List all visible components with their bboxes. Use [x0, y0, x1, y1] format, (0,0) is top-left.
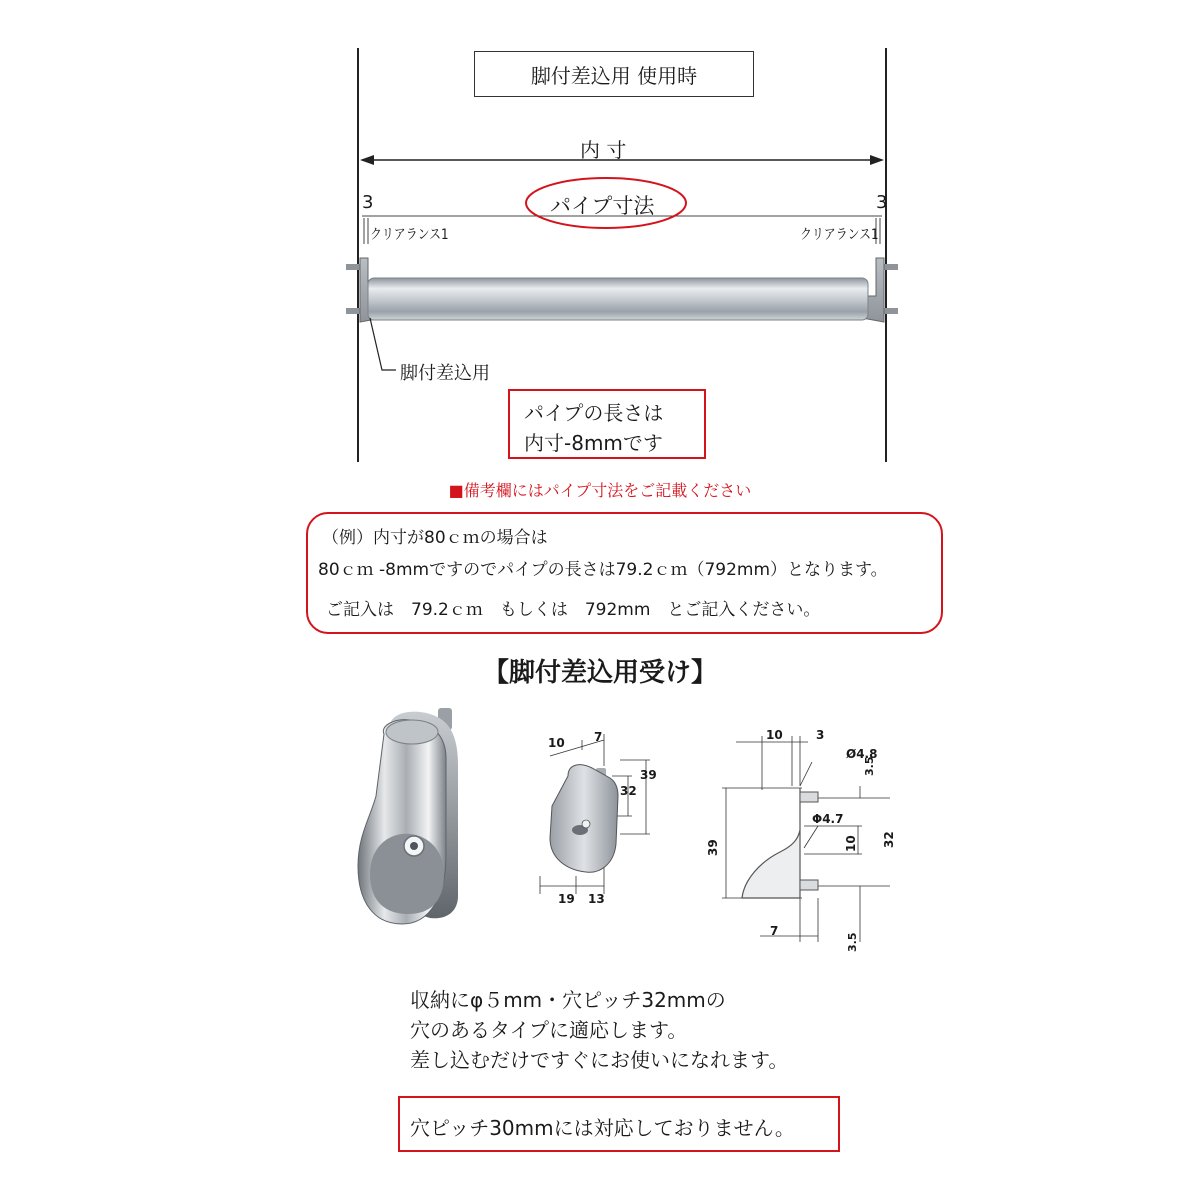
mid-dim-32: 32 — [620, 784, 637, 798]
mid-dim-10: 10 — [548, 736, 565, 750]
right-pin-top — [884, 264, 898, 270]
side-dim-35-bottom: 3.5 — [846, 932, 859, 952]
pipe-length-box — [508, 389, 706, 459]
pipe-length-line1: パイプの長さは — [524, 401, 664, 425]
right-offset-label: 3 — [876, 192, 888, 213]
bracket-label: 脚付差込用 — [400, 363, 490, 384]
left-pin-bottom — [346, 308, 360, 314]
side-dim-3: 3 — [816, 728, 825, 742]
side-dim-phi48: Ø4.8 — [846, 747, 878, 761]
inner-dim-arrow-right — [870, 155, 884, 165]
bracket-leader-line — [370, 318, 396, 370]
pipe-dim-label: パイプ寸法 — [550, 194, 655, 218]
side-dim-39: 39 — [706, 839, 720, 856]
right-pin-bottom — [884, 308, 898, 314]
description-line-2: 穴のあるタイプに適応します。 — [410, 1018, 688, 1042]
notice-box — [398, 1096, 840, 1152]
inner-dim-arrow-left — [360, 155, 374, 165]
example-line-3: ご記入は 79.2ｃｍ もしくは 792mm とご記入ください。 — [326, 600, 821, 620]
side-dim-10-v: 10 — [844, 835, 858, 852]
section-title: 【脚付差込用受け】 — [482, 658, 717, 688]
left-offset-label: 3 — [362, 192, 374, 213]
side-dim-10: 10 — [766, 728, 783, 742]
inner-dim-label: 内 寸 — [580, 138, 627, 162]
bracket-photo — [350, 706, 470, 936]
description-line-1: 収納にφ５mm・穴ピッチ32mmの — [410, 988, 726, 1012]
description-line-3: 差し込むだけですぐにお使いになれます。 — [410, 1048, 789, 1072]
example-box — [306, 512, 943, 634]
pipe-length-line2: 内寸-8mmです — [524, 431, 663, 455]
bracket-side-drawing — [700, 730, 890, 950]
mid-dim-7: 7 — [594, 730, 603, 744]
side-dim-phi47: Φ4.7 — [812, 812, 844, 826]
example-line-1: （例）内寸が80ｃｍの場合は — [322, 528, 548, 548]
mid-dim-13: 13 — [588, 892, 605, 906]
mid-dim-19: 19 — [558, 892, 575, 906]
usage-title: 脚付差込用 使用時 — [530, 63, 698, 88]
left-pin-top — [346, 264, 360, 270]
notice-text: 穴ピッチ30mmには対応しておりません。 — [410, 1116, 795, 1140]
mid-dim-39: 39 — [640, 768, 657, 782]
side-dim-7: 7 — [770, 924, 779, 938]
side-dim-32: 32 — [882, 831, 896, 848]
right-clearance-label: クリアランス1 — [800, 227, 879, 243]
side-dim-35-top: 3.5 — [863, 756, 876, 776]
example-line-2: 80ｃｍ -8mmですのでパイプの長さは79.2ｃｍ（792mm）となります。 — [318, 560, 888, 580]
pipe-body — [368, 278, 868, 320]
bracket-iso-drawing — [520, 726, 670, 916]
left-clearance-label: クリアランス1 — [370, 227, 449, 243]
remarks-note: ■備考欄にはパイプ寸法をご記載ください — [448, 481, 752, 500]
